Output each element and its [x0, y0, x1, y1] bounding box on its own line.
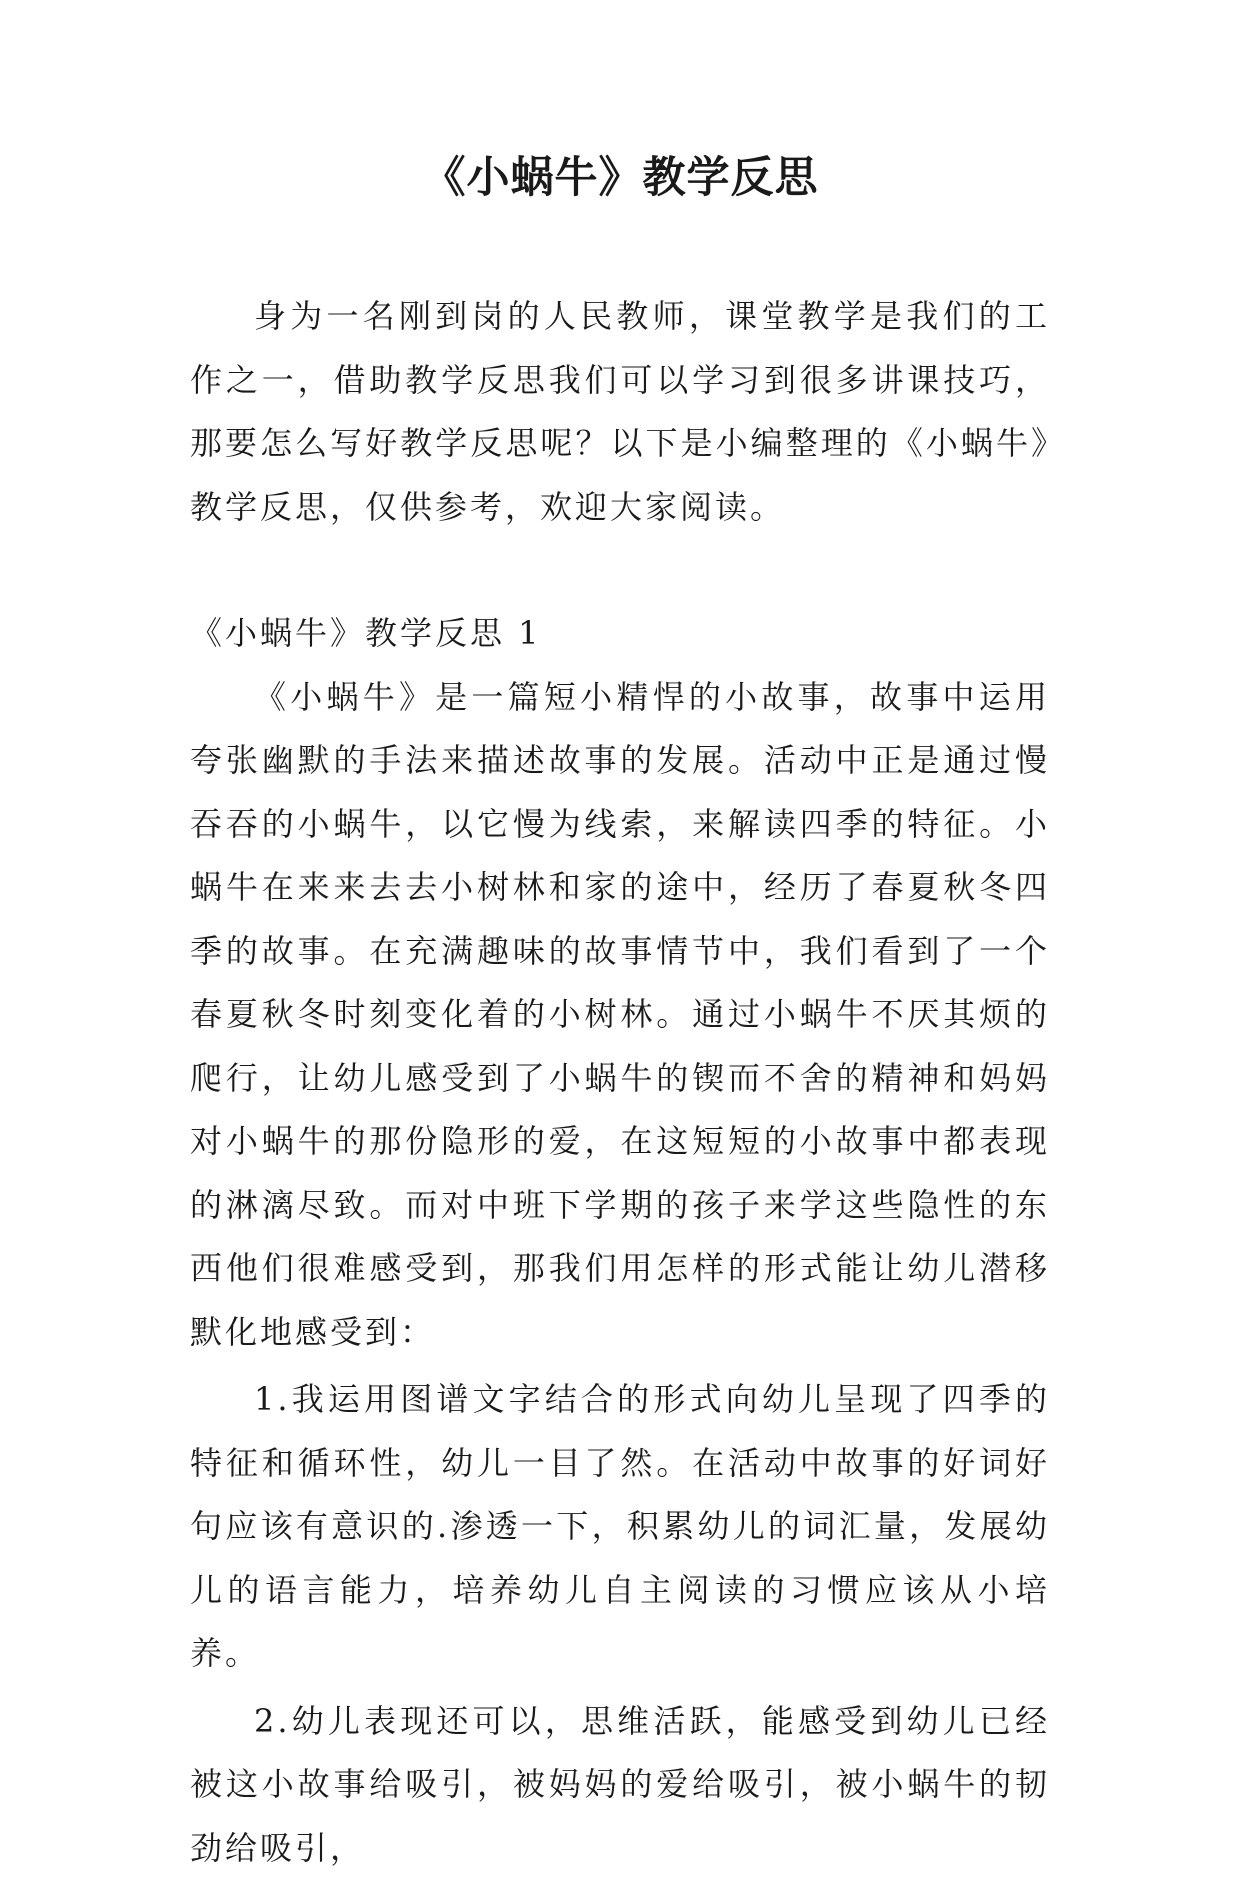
intro-paragraph: 身为一名刚到岗的人民教师，课堂教学是我们的工作之一，借助教学反思我们可以学习到很多讲课技巧，那要怎么写好教学反思呢？以下是小编整理的《小蜗牛》教学反思，仅供参考，欢迎大家阅读。	[190, 285, 1050, 539]
list-item-1: 1.我运用图谱文字结合的形式向幼儿呈现了四季的特征和循环性，幼儿一目了然。在活动中故事的好词好句应该有意识的.渗透一下，积累幼儿的词汇量，发展幼儿的语言能力，培养幼儿自主阅读的习惯应该从小培养。	[190, 1368, 1050, 1686]
document-title: 《小蜗牛》教学反思	[0, 148, 1241, 208]
list-item-2: 2.幼儿表现还可以，思维活跃，能感受到幼儿已经被这小故事给吸引，被妈妈的爱给吸引，被小蜗牛的韧劲给吸引，	[190, 1690, 1050, 1880]
section-heading: 《小蜗牛》教学反思 1	[190, 602, 1050, 666]
document-body	[190, 285, 1050, 1880]
section-paragraph: 《小蜗牛》是一篇短小精悍的小故事，故事中运用夸张幽默的手法来描述故事的发展。活动中正是通过慢吞吞的小蜗牛，以它慢为线索，来解读四季的特征。小蜗牛在来来去去小树林和家的途中，经历了春夏秋冬四季的故事。在充满趣味的故事情节中，我们看到了一个春夏秋冬时刻变化着的小树林。通过小蜗牛不厌其烦的爬行，让幼儿感受到了小蜗牛的锲而不舍的精神和妈妈对小蜗牛的那份隐形的爱，在这短短的小故事中都表现的淋漓尽致。而对中班下学期的孩子来学这些隐性的东西他们很难感受到，那我们用怎样的形式能让幼儿潜移默化地感受到：	[190, 666, 1050, 1365]
